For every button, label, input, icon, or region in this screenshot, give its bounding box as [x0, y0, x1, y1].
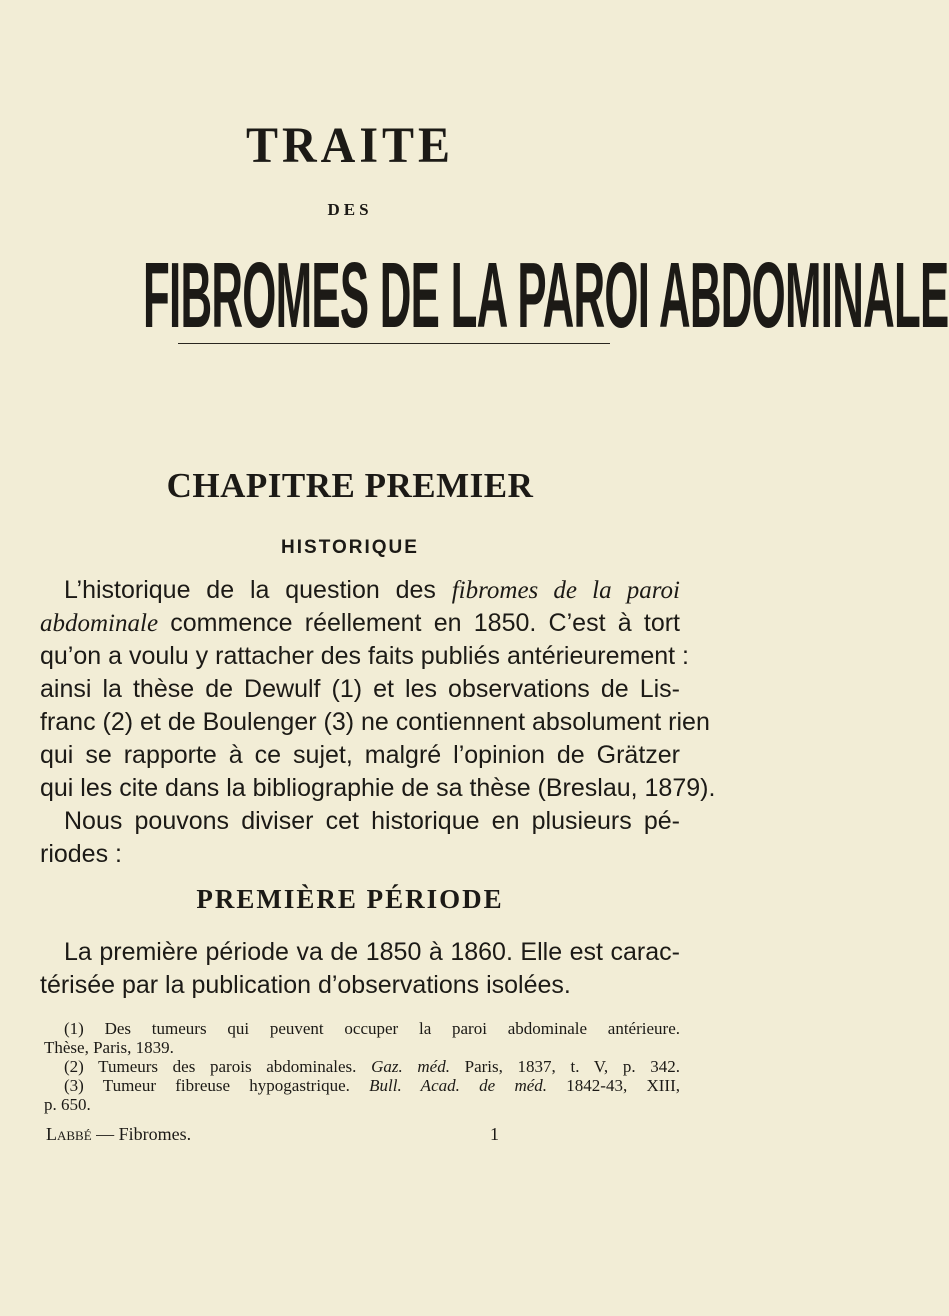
title-traite: TRAITE — [245, 117, 455, 174]
chapter-subheading: HISTORIQUE — [281, 537, 419, 558]
signature-work: Fibromes. — [118, 1124, 192, 1144]
footnote-3 — [64, 1075, 680, 1096]
title-rule — [178, 343, 610, 344]
signature-line — [46, 1124, 516, 1145]
chapter-heading: CHAPITRE PREMIER — [166, 466, 534, 505]
text-run: Paris, 1837, t. V, p. 342. — [449, 1057, 680, 1076]
text-run: commence réellement en 1850. C’est à tort — [158, 609, 680, 637]
paragraph-line: qui se rapporte à ce sujet, malgré l’opinion de Grätzer — [40, 741, 680, 769]
italic-run: abdominale — [40, 610, 159, 637]
signature-author: Labbé — [46, 1124, 92, 1144]
signature-page-number: 1 — [490, 1124, 499, 1144]
footnote-1-cont: Thèse, Paris, 1839. — [44, 1038, 174, 1057]
italic-run: Gaz. méd. — [371, 1057, 450, 1076]
text-run: (3) Tumeur fibreuse hypogastrique. — [64, 1076, 370, 1095]
title-des: DES — [327, 200, 373, 219]
paragraph-line: qui les cite dans la bibliographie de sa thèse (Breslau, 1879). — [40, 774, 716, 802]
paragraph-line: qu’on a voulu y rattacher des faits publiés antérieurement : — [40, 642, 689, 670]
italic-run: Bull. Acad. de méd. — [369, 1076, 548, 1095]
footnote-1: (1) Des tumeurs qui peuvent occuper la paroi abdominale antérieure. — [64, 1019, 680, 1038]
text-run: L’historique de la question des — [64, 576, 452, 604]
paragraph-line: Nous pouvons diviser cet historique en plusieurs pé- — [64, 807, 680, 835]
text-run: (2) Tumeurs des parois abdominales. — [64, 1057, 372, 1076]
paragraph-line: La première période va de 1850 à 1860. Elle est carac- — [64, 938, 680, 966]
paragraph-line: ainsi la thèse de Dewulf (1) et les observations de Lis- — [40, 675, 680, 703]
paragraph-line — [64, 574, 680, 607]
italic-run: fibromes de la paroi — [451, 577, 680, 604]
paragraph-line: franc (2) et de Boulenger (3) ne contiennent absolument rien — [40, 708, 710, 736]
paragraph-line: riodes : — [40, 840, 122, 868]
footnote-3-cont: p. 650. — [44, 1095, 91, 1114]
signature-separator: — — [91, 1124, 119, 1144]
paragraph-line: térisée par la publication d’observations isolées. — [40, 971, 571, 999]
section-heading: PREMIÈRE PÉRIODE — [196, 884, 504, 914]
paragraph-line — [40, 607, 680, 640]
main-title: FIBROMES DE LA PAROI ABDOMINALE — [143, 243, 949, 347]
text-run: 1842-43, XIII, — [547, 1076, 680, 1095]
footnote-2 — [64, 1056, 680, 1077]
